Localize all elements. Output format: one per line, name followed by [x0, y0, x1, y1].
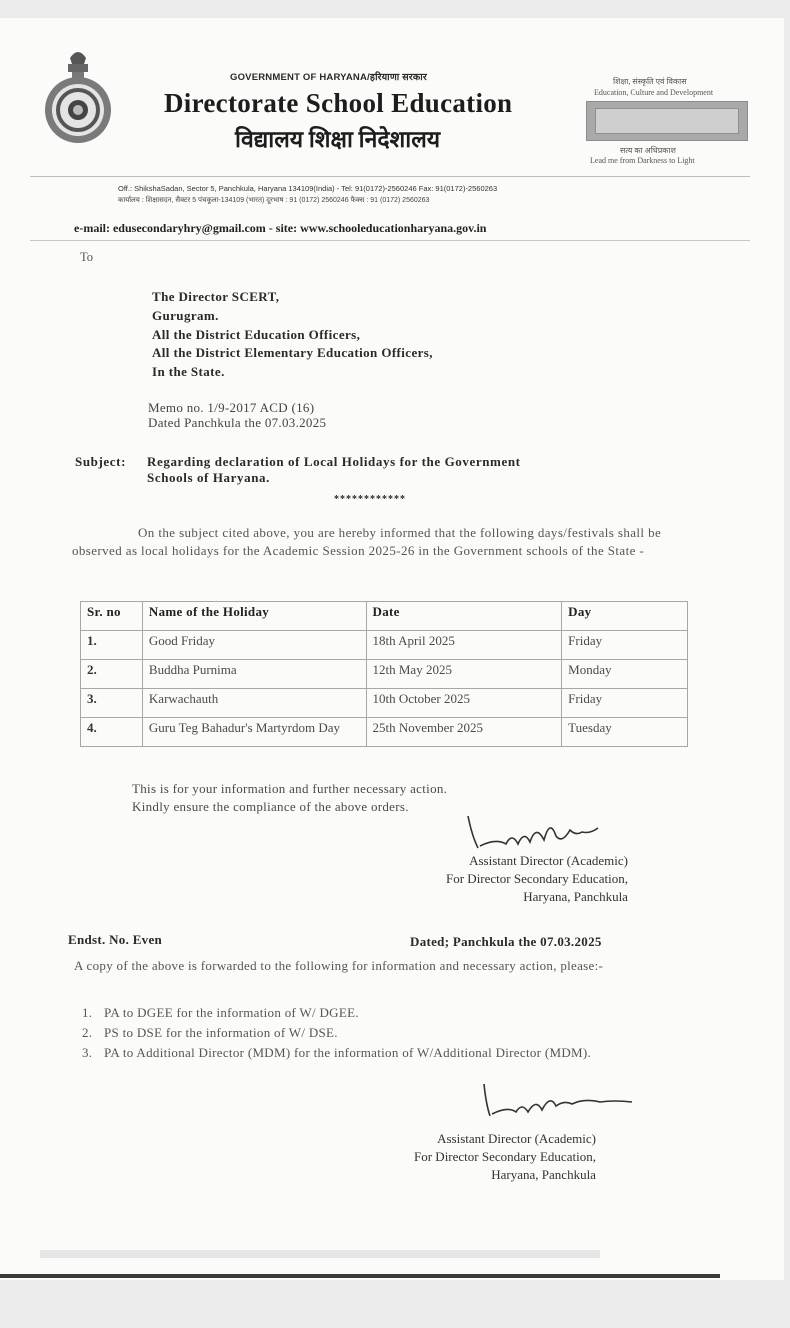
list-item [82, 1024, 686, 1041]
signatory-for-line: For Director Secondary Education, [414, 1149, 596, 1164]
endorsement-date: Dated; Panchkula the 07.03.2025 [410, 934, 602, 949]
cell-date: 25th November 2025 [366, 718, 562, 747]
cell-day: Friday [562, 631, 688, 660]
logo-caption-english: Education, Culture and Development [594, 88, 714, 97]
signatory-block-2 [414, 1130, 596, 1184]
to-label: To [80, 250, 94, 264]
holiday-table [80, 601, 688, 747]
memo-number: Memo no. 1/9-2017 ACD (16) [148, 400, 315, 415]
subject-label: Subject: [75, 454, 127, 469]
logo-motto-hindi: सत्य का अधिप्रकाश [620, 146, 676, 155]
email-site-line: e-mail: edusecondaryhry@gmail.com - site: www.schooleducationharyana.gov.in [74, 221, 487, 235]
memo-block [148, 400, 326, 430]
cell-day: Monday [562, 660, 688, 689]
cell-date: 10th October 2025 [366, 689, 562, 718]
col-header-name: Name of the Holiday [142, 602, 366, 631]
logo-caption-hindi: शिक्षा, संस्कृति एवं विकास [613, 77, 687, 86]
table-row [81, 631, 688, 660]
signature-icon [480, 1080, 640, 1126]
logo-motto-english: Lead me from Darkness to Light [590, 156, 695, 165]
cell-holiday: Buddha Purnima [142, 660, 366, 689]
list-number: 1. [82, 1005, 93, 1020]
closing-text [132, 780, 447, 816]
subject-text: Regarding declaration of Local Holidays for the Government [147, 454, 521, 469]
table-row [81, 718, 688, 747]
office-address: Off.: ShikshaSadan, Sector 5, Panchkula, Haryana 134109(India) - Tel: 91(0172)-2560246 Fax: 91(0172)-2560263 [118, 184, 498, 193]
addressee-line: Gurugram. [152, 307, 219, 323]
cell-holiday: Guru Teg Bahadur's Martyrdom Day [142, 718, 366, 747]
list-number: 2. [82, 1025, 93, 1040]
col-header-day: Day [562, 602, 688, 631]
government-header: GOVERNMENT OF HARYANA/हरियाणा सरकार [230, 72, 427, 83]
table-row [81, 689, 688, 718]
faded-footer [40, 1250, 600, 1258]
closing-line: This is for your information and further necessary action. [132, 781, 448, 796]
table-row [81, 660, 688, 689]
cell-day: Tuesday [562, 718, 688, 747]
subject-text-2: Schools of Haryana. [147, 470, 270, 485]
cell-date: 18th April 2025 [366, 631, 562, 660]
directorate-title: Directorate School Education [164, 88, 513, 118]
memo-date: Dated Panchkula the 07.03.2025 [148, 415, 327, 430]
closing-line: Kindly ensure the compliance of the above orders. [132, 799, 409, 814]
list-text: PS to DSE for the information of W/ DSE. [104, 1025, 338, 1040]
subject-block [75, 454, 695, 486]
cell-holiday: Good Friday [142, 631, 366, 660]
letter-page [0, 18, 784, 1280]
cell-sr: 1. [81, 631, 143, 660]
copy-list [82, 1004, 686, 1064]
signatory-designation: Assistant Director (Academic) [437, 1131, 596, 1146]
signatory-place: Haryana, Panchkula [491, 1167, 596, 1182]
cell-holiday: Karwachauth [142, 689, 366, 718]
department-logo-icon [586, 101, 748, 141]
addressee-block [152, 288, 433, 382]
list-item [82, 1044, 686, 1061]
logo-panel [595, 108, 739, 134]
addressee-line: The Director SCERT, [152, 289, 280, 304]
list-text: PA to Additional Director (MDM) for the information of W/Additional Director (MDM). [104, 1045, 592, 1060]
directorate-title-hindi: विद्यालय शिक्षा निदेशालय [235, 127, 441, 152]
cell-sr: 2. [81, 660, 143, 689]
addressee-line: All the District Education Officers, [152, 326, 361, 342]
signatory-for-line: For Director Secondary Education, [446, 871, 628, 886]
cell-sr: 3. [81, 689, 143, 718]
haryana-emblem-icon [40, 44, 116, 144]
list-text: PA to DGEE for the information of W/ DGEE. [104, 1005, 359, 1020]
table-header-row [81, 602, 688, 631]
copy-forward-text: A copy of the above is forwarded to the following for information and necessary action, please:- [74, 958, 604, 973]
office-address-hindi: कार्यालय : शिक्षासदन, सैक्टर 5 पंचकूला-134109 (भारत) दूरभाष : 91 (0172) 2560246 फैक्स : 91 (0172) 2560263 [118, 197, 430, 204]
signatory-place: Haryana, Panchkula [523, 889, 628, 904]
col-header-date: Date [366, 602, 562, 631]
col-header-sr: Sr. no [81, 602, 143, 631]
cell-date: 12th May 2025 [366, 660, 562, 689]
signatory-designation: Assistant Director (Academic) [469, 853, 628, 868]
separator-stars: ************ [334, 494, 406, 505]
cell-sr: 4. [81, 718, 143, 747]
header-divider-2 [30, 240, 750, 241]
body-paragraph [72, 524, 694, 560]
addressee-line: In the State. [152, 364, 225, 380]
list-number: 3. [82, 1045, 93, 1060]
endorsement-number: Endst. No. Even [68, 932, 163, 947]
header-divider [30, 176, 750, 177]
body-text: On the subject cited above, you are hereby informed that the following days/festivals shall be observed as local holidays for the Academic Session 2025-26 in the Government schools of the State - [72, 525, 662, 558]
list-item [82, 1004, 686, 1021]
signatory-block-1 [446, 852, 628, 906]
cell-day: Friday [562, 689, 688, 718]
page-bottom-edge [0, 1274, 720, 1278]
addressee-line: All the District Elementary Education Officers, [152, 345, 433, 361]
